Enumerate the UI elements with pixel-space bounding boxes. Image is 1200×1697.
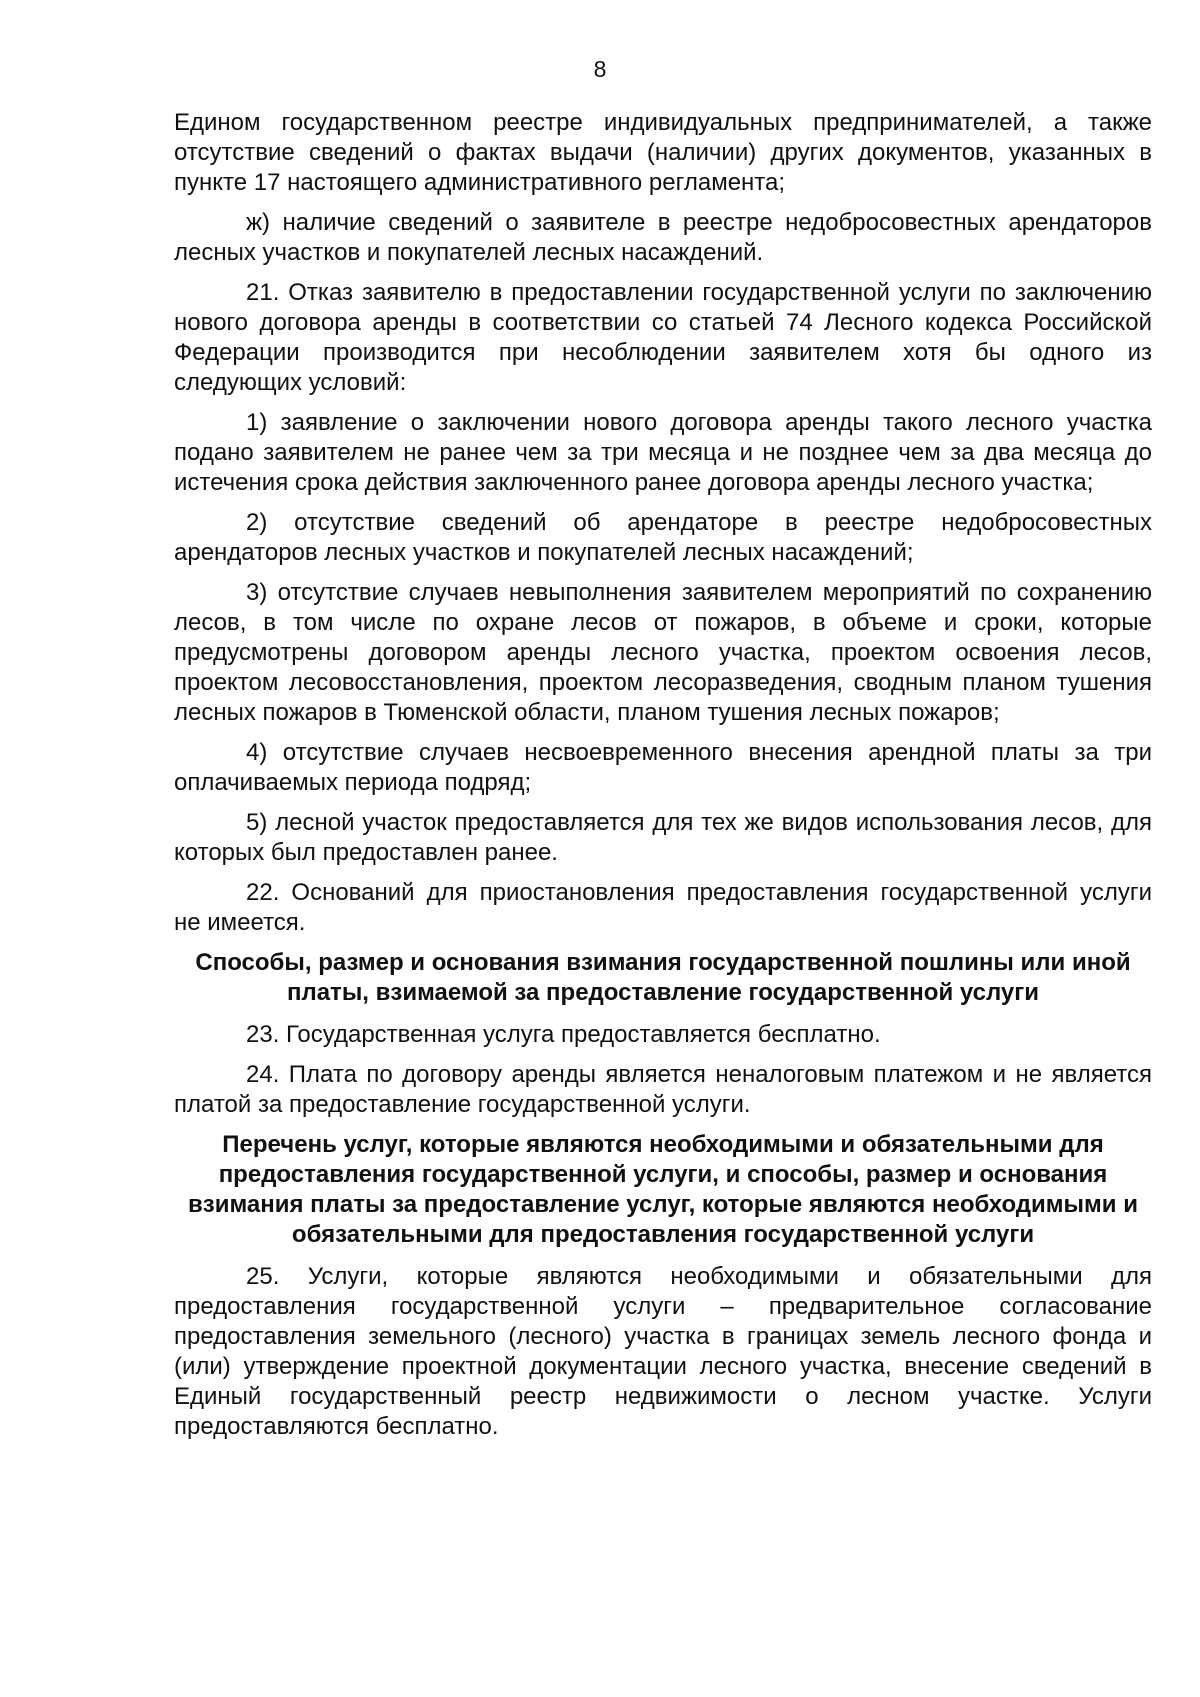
section-heading-fees: Способы, размер и основания взимания государственной пошлины или иной платы, взимаемой за предоставление государственной услуги bbox=[195, 949, 1131, 1006]
section-heading-required-services: Перечень услуг, которые являются необходимыми и обязательными для предоставления государственной услуги, и способы, размер и основания взимания платы за предоставление услуг, которые являются необходимыми и обязательными для предоставления государственной услуги bbox=[188, 1131, 1138, 1248]
document-body bbox=[174, 108, 1152, 1452]
paragraph-21-item-5: 5) лесной участок предоставляется для тех же видов использования лесов, для которых был предоставлен ранее. bbox=[174, 809, 1152, 866]
paragraph-23: 23. Государственная услуга предоставляется бесплатно. bbox=[246, 1021, 881, 1048]
paragraph-21: 21. Отказ заявителю в предоставлении государственной услуги по заключению нового договора аренды в соответствии со статьей 74 Лесного кодекса Российской Федерации производится при несоблюдении заявителем хотя бы одного из следующих условий: bbox=[174, 279, 1152, 396]
paragraph-21-item-4: 4) отсутствие случаев несвоевременного внесения арендной платы за три оплачиваемых периода подряд; bbox=[174, 739, 1152, 796]
page-number: 8 bbox=[593, 56, 607, 82]
paragraph-21-item-2: 2) отсутствие сведений об арендаторе в реестре недобросовестных арендаторов лесных участков и покупателей лесных насаждений; bbox=[174, 509, 1152, 566]
paragraph-21-item-1: 1) заявление о заключении нового договора аренды такого лесного участка подано заявителем не ранее чем за три месяца и не позднее чем за два месяца до истечения срока действия заключенного ранее договора аренды лесного участка; bbox=[174, 409, 1152, 496]
paragraph-21-item-3: 3) отсутствие случаев невыполнения заявителем мероприятий по сохранению лесов, в том числе по охране лесов от пожаров, в объеме и сроки, которые предусмотрены договором аренды лесного участка, проектом освоения лесов, проектом лесовосстановления, проектом лесоразведения, сводным планом тушения лесных пожаров в Тюменской области, планом тушения лесных пожаров; bbox=[174, 579, 1152, 726]
paragraph-item-zh: ж) наличие сведений о заявителе в реестре недобросовестных арендаторов лесных участков и покупателей лесных насаждений. bbox=[174, 209, 1152, 266]
paragraph-continuation: Едином государственном реестре индивидуальных предпринимателей, а также отсутствие сведений о фактах выдачи (наличии) других документов, указанных в пункте 17 настоящего административного регламента; bbox=[174, 109, 1152, 196]
paragraph-24: 24. Плата по договору аренды является неналоговым платежом и не является платой за предоставление государственной услуги. bbox=[174, 1061, 1152, 1118]
paragraph-22: 22. Оснований для приостановления предоставления государственной услуги не имеется. bbox=[174, 879, 1152, 936]
paragraph-25: 25. Услуги, которые являются необходимыми и обязательными для предоставления государственной услуги – предварительное согласование предоставления земельного (лесного) участка в границах земель лесного фонда и (или) утверждение проектной документации лесного участка, внесение сведений в Единый государственный реестр недвижимости о лесном участке. Услуги предоставляются бесплатно. bbox=[174, 1263, 1152, 1440]
